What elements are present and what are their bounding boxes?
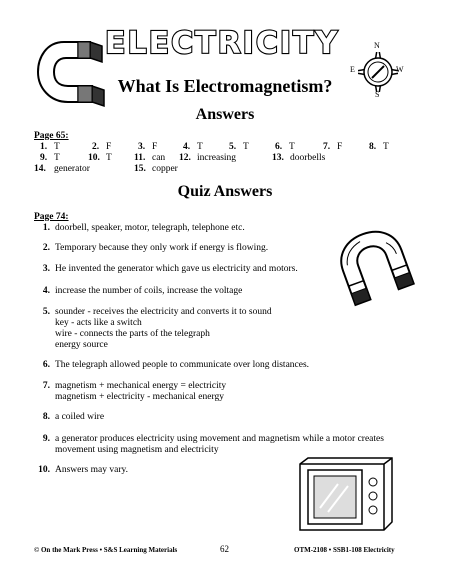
answer-num: 8. (369, 142, 377, 152)
compass-s: S (375, 90, 380, 99)
answer-text: copper (152, 164, 178, 174)
quiz-answer-line: magnetism + electricity - mechanical energy (55, 392, 224, 402)
answer-num: 4. (183, 142, 191, 152)
answer-num: 10. (88, 153, 100, 163)
compass-n: N (374, 41, 380, 50)
quiz-num: 4. (42, 286, 50, 296)
quiz-answer-line: energy source (55, 340, 108, 350)
quiz-answer-line: a generator produces electricity using movement and magnetism while a motor creates (55, 434, 384, 444)
answer-text: T (54, 142, 60, 152)
answer-text: F (337, 142, 343, 152)
answer-text: F (106, 142, 112, 152)
answer-num: 2. (92, 142, 100, 152)
answer-num: 14. (34, 164, 46, 174)
answer-num: 13. (272, 153, 284, 163)
quiz-answer-line: He invented the generator which gave us electricity and motors. (55, 264, 298, 274)
compass-e: E (350, 65, 355, 74)
answer-text: T (243, 142, 249, 152)
quiz-num: 7. (42, 381, 50, 391)
answer-num: 15. (134, 164, 146, 174)
answer-text: doorbells (290, 153, 326, 163)
magnet-icon (34, 36, 112, 108)
quiz-answer-line: magnetism + mechanical energy = electricity (55, 381, 227, 391)
compass-w: W (396, 65, 404, 74)
answer-num: 5. (229, 142, 237, 152)
quiz-num: 9. (42, 434, 50, 444)
quiz-num: 3. (42, 264, 50, 274)
quiz-num: 2. (42, 243, 50, 253)
banner-title: ELECTRICITY (105, 26, 340, 61)
quiz-answer-line: key - acts like a switch (55, 318, 142, 328)
quiz-heading: Quiz Answers (177, 183, 273, 200)
quiz-answer-line: increase the number of coils, increase the voltage (55, 286, 243, 296)
quiz-num: 5. (42, 307, 50, 317)
answer-num: 9. (40, 153, 48, 163)
footer-left: © On the Mark Press • S&S Learning Materials (34, 546, 178, 554)
answer-text: F (152, 142, 158, 152)
answer-text: T (383, 142, 389, 152)
microwave-icon (298, 456, 394, 534)
answer-num: 7. (323, 142, 331, 152)
answer-text: generator (54, 164, 90, 174)
answers-heading: Answers (195, 106, 255, 123)
quiz-answer-line: a coiled wire (55, 412, 105, 422)
answer-num: 12. (179, 153, 191, 163)
answer-num: 3. (138, 142, 146, 152)
quiz-num: 10. (38, 465, 50, 475)
footer-page-number: 62 (220, 544, 229, 554)
answer-num: 6. (275, 142, 283, 152)
quiz-answer-line: movement using magnetism and electricity (55, 445, 219, 455)
quiz-num: 1. (42, 223, 50, 233)
quiz-answer-line: doorbell, speaker, motor, telegraph, telephone etc. (55, 223, 245, 233)
answer-text: increasing (197, 153, 237, 163)
quiz-answer-line: sounder - receives the electricity and converts it to sound (55, 307, 272, 317)
answer-num: 11. (134, 153, 146, 163)
answer-num: 1. (40, 142, 48, 152)
answer-text: T (289, 142, 295, 152)
answers-page-label: Page 65: (34, 131, 69, 141)
answer-text: can (152, 153, 166, 163)
horseshoe-magnet-icon (334, 226, 416, 310)
quiz-answer-line: Answers may vary. (55, 465, 128, 475)
quiz-answer-line: Temporary because they only work if energy is flowing. (55, 243, 269, 253)
footer-right: OTM-2108 • SSB1-108 Electricity (294, 546, 395, 554)
answer-text: T (197, 142, 203, 152)
quiz-answer-line: The telegraph allowed people to communicate over long distances. (55, 360, 310, 370)
quiz-num: 6. (42, 360, 50, 370)
page-subtitle: What Is Electromagnetism? (117, 76, 333, 96)
quiz-num: 8. (42, 412, 50, 422)
quiz-answer-line: wire - connects the parts of the telegraph (55, 329, 210, 339)
quiz-page-label: Page 74: (34, 212, 69, 222)
answer-text: T (54, 153, 60, 163)
answer-text: T (106, 153, 112, 163)
